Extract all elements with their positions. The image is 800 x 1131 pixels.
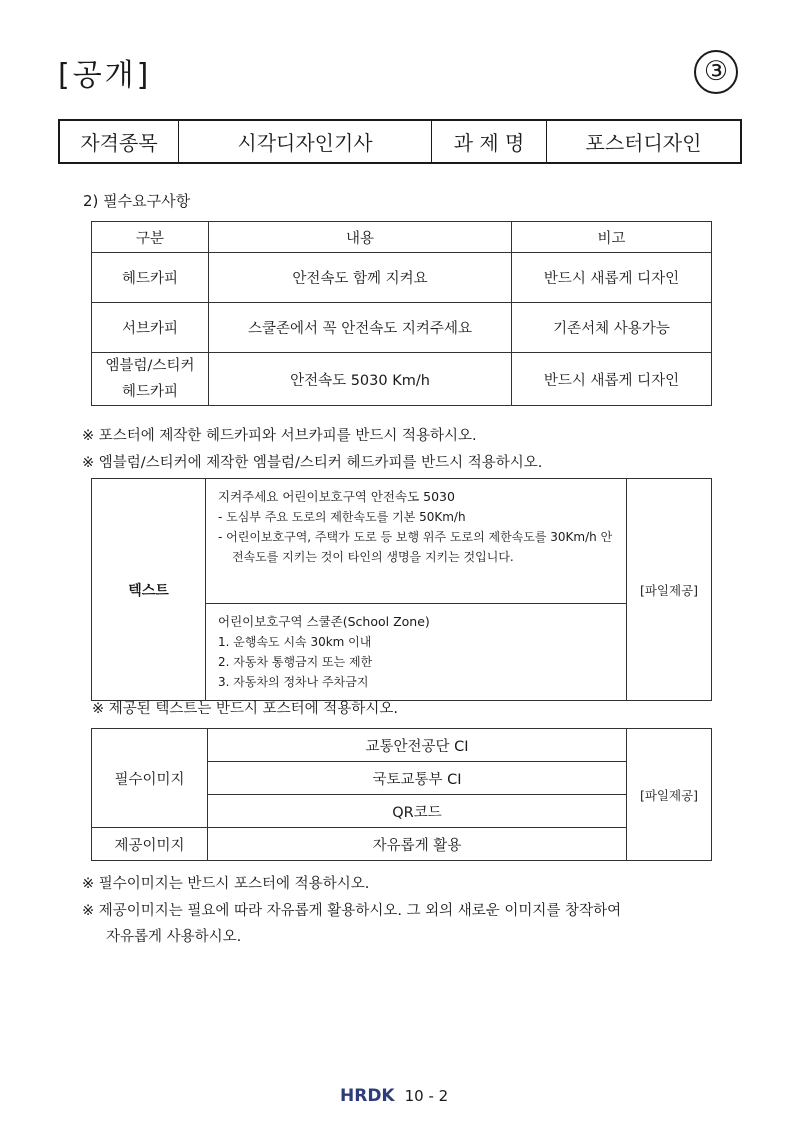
- row-category: 서브카피: [92, 303, 209, 353]
- text-line: - 도심부 주요 도로의 제한속도를 기본 50Km/h: [218, 510, 466, 524]
- text-label: 텍스트: [92, 479, 206, 701]
- row-note: 반드시 새롭게 디자인: [512, 353, 712, 406]
- row-category: 헤드카피: [92, 253, 209, 303]
- required-image-item: 교통안전공단 CI: [208, 729, 627, 762]
- image-table: [91, 728, 712, 861]
- page-number-badge: ③: [694, 50, 738, 94]
- row-note: 반드시 새롭게 디자인: [512, 253, 712, 303]
- note-line: 자유롭게 사용하시오.: [106, 929, 242, 945]
- note-line: ※ 제공된 텍스트는 반드시 포스터에 적용하시오.: [92, 701, 398, 717]
- text-block-1: [206, 479, 627, 604]
- note-line: ※ 필수이미지는 반드시 포스터에 적용하시오.: [82, 876, 370, 892]
- text-block-2: [206, 604, 627, 701]
- note-line: ※ 제공이미지는 필요에 따라 자유롭게 활용하시오. 그 외의 새로운 이미지를 창작하여: [82, 903, 622, 919]
- subject-label: 자격종목: [59, 120, 179, 163]
- table-row: [92, 303, 712, 353]
- required-image-item: QR코드: [208, 795, 627, 828]
- table-row: [92, 353, 712, 406]
- required-image-item: 국토교통부 CI: [208, 762, 627, 795]
- text-line: 1. 운행속도 시속 30km 이내: [218, 635, 372, 649]
- table-row: [92, 253, 712, 303]
- text-table: [91, 478, 712, 701]
- task-label: 과 제 명: [432, 120, 547, 163]
- row-note: 기존서체 사용가능: [512, 303, 712, 353]
- task-value: 포스터디자인: [547, 120, 742, 163]
- note-line: ※ 엠블럼/스티커에 제작한 엠블럼/스티커 헤드카피를 반드시 적용하시오.: [82, 455, 543, 471]
- text-block-title: 지켜주세요 어린이보호구역 안전속도 5030: [218, 489, 455, 504]
- col-header-category: 구분: [92, 222, 209, 253]
- row-category-line: 엠블럼/스티커: [105, 358, 195, 374]
- row-content: 스쿨존에서 꼭 안전속도 지켜주세요: [209, 303, 512, 353]
- page-footer: [340, 1086, 448, 1106]
- requirements-table: [91, 221, 712, 406]
- col-header-note: 비고: [512, 222, 712, 253]
- text-line: 2. 자동차 통행금지 또는 제한: [218, 655, 373, 669]
- row-content: 안전속도 5030 Km/h: [209, 353, 512, 406]
- row-category: [92, 353, 209, 406]
- optional-image-item: 자유롭게 활용: [208, 828, 627, 861]
- text-line: - 어린이보호구역, 주택가 도로 등 보행 위주 도로의 제한속도를 30Km/h 안전속도를 지키는 것이 타인의 생명을 지키는 것입니다.: [218, 530, 613, 564]
- row-content: 안전속도 함께 지켜요: [209, 253, 512, 303]
- page-header-title: [공개]: [58, 58, 152, 93]
- hrdk-logo: HRDK: [340, 1086, 395, 1106]
- required-image-label: 필수이미지: [92, 729, 208, 828]
- section-heading: 2) 필수요구사항: [83, 192, 191, 210]
- title-table: [58, 119, 742, 164]
- file-provided-label: [파일제공]: [627, 729, 712, 861]
- page-number: 10 - 2: [404, 1087, 449, 1105]
- text-line: 3. 자동차의 정차나 주차금지: [218, 675, 369, 689]
- subject-value: 시각디자인기사: [179, 120, 432, 163]
- optional-image-label: 제공이미지: [92, 828, 208, 861]
- text-block-title: 어린이보호구역 스쿨존(School Zone): [218, 614, 430, 629]
- row-category-line: 헤드카피: [121, 384, 179, 400]
- file-provided-label: [파일제공]: [627, 479, 712, 701]
- col-header-content: 내용: [209, 222, 512, 253]
- note-line: ※ 포스터에 제작한 헤드카피와 서브카피를 반드시 적용하시오.: [82, 428, 477, 444]
